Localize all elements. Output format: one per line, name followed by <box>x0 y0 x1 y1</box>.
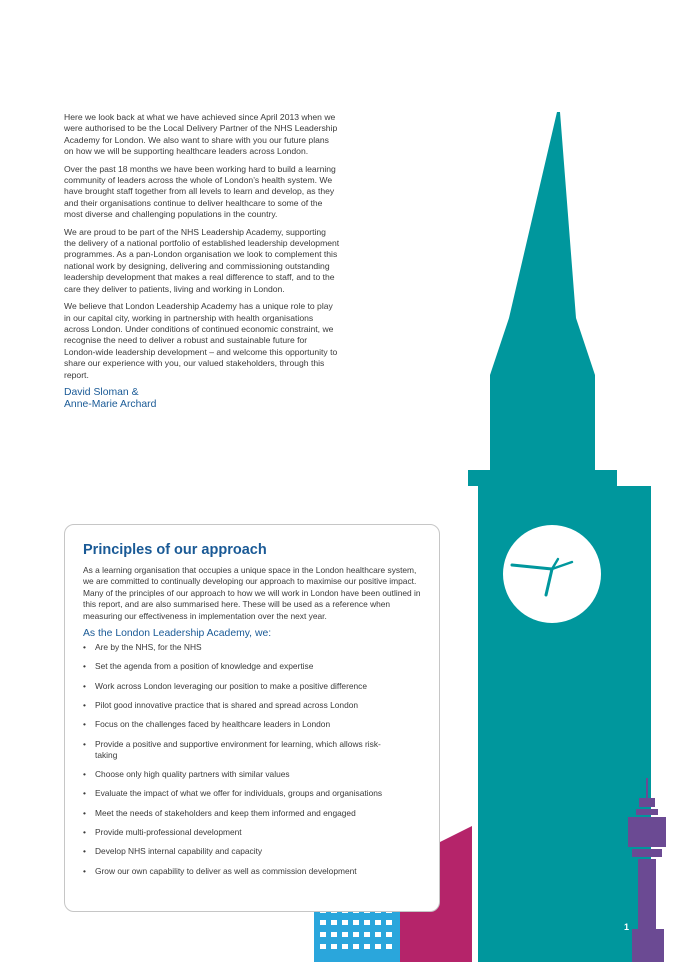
principle-text: Provide a positive and supportive environment for learning, which allows risk-taking <box>95 738 381 760</box>
bullet-icon: • <box>83 661 86 672</box>
signature-block <box>64 387 340 411</box>
signature-line: Anne-Marie Archard <box>64 399 157 411</box>
principle-item <box>83 846 425 857</box>
principle-item <box>83 808 425 819</box>
page-number: 1 <box>624 922 630 932</box>
principle-item <box>83 719 425 730</box>
principle-text: Meet the needs of stakeholders and keep them informed and engaged <box>95 807 356 818</box>
principle-text: Provide multi-professional development <box>95 826 242 837</box>
intro-paragraph: We believe that London Leadership Academy has a unique role to play in our capital city, working in partnership with health organisations across London. Under conditions of continued economic constraint, we recognise the need to deliver a robust and sustainable future for London-wide leadership development – and welcome this opportunity to share our experience with you, our valued stakeholders, through this report. <box>64 301 338 380</box>
principle-item <box>83 788 425 799</box>
principle-text: Evaluate the impact of what we offer for individuals, groups and organisations <box>95 788 383 799</box>
principles-list <box>83 642 425 877</box>
principle-item <box>83 642 425 653</box>
bullet-icon: • <box>83 680 86 691</box>
bullet-icon: • <box>83 642 86 653</box>
bullet-icon: • <box>83 846 86 857</box>
principle-item <box>83 827 425 838</box>
principle-item <box>83 700 425 711</box>
intro-paragraph: Over the past 18 months we have been working hard to build a learning community of leaders across the whole of London’s health system. We have brought staff together from all levels to learn and develop, as they and their organisations continue to deliver healthcare to some of the most diverse and challenging populations in the country. <box>64 163 336 220</box>
intro-paragraph: Here we look back at what we have achieved since April 2013 when we were authorised to be the Local Delivery Partner of the NHS Leadership Academy for London. We also want to share with you our future plans on how we will be supporting healthcare leaders across London. <box>64 112 338 157</box>
principle-item <box>83 769 425 780</box>
principle-text: Grow our own capability to deliver as well as commission development <box>95 865 357 876</box>
intro-text <box>64 112 340 411</box>
bullet-icon: • <box>83 738 86 749</box>
bullet-icon: • <box>83 865 86 876</box>
principle-item <box>83 866 425 877</box>
bullet-icon: • <box>83 788 86 799</box>
principle-text: Focus on the challenges faced by healthcare leaders in London <box>95 719 331 730</box>
bullet-icon: • <box>83 807 86 818</box>
principles-subheading: As the London Leadership Academy, we: <box>83 628 272 640</box>
bullet-icon: • <box>83 826 86 837</box>
principles-box <box>64 524 440 912</box>
principle-text: Choose only high quality partners with similar values <box>95 769 290 780</box>
signature-line: David Sloman & <box>64 386 139 398</box>
principle-item <box>83 681 425 692</box>
principles-title: Principles of our approach <box>83 542 267 558</box>
bullet-icon: • <box>83 699 86 710</box>
principle-text: Develop NHS internal capability and capacity <box>95 846 263 857</box>
bullet-icon: • <box>83 769 86 780</box>
bullet-icon: • <box>83 719 86 730</box>
principle-item <box>83 739 395 761</box>
principle-text: Set the agenda from a position of knowledge and expertise <box>95 661 314 672</box>
principle-text: Are by the NHS, for the NHS <box>95 642 202 653</box>
principle-item <box>83 661 425 672</box>
principle-text: Pilot good innovative practice that is shared and spread across London <box>95 699 359 710</box>
intro-paragraph: We are proud to be part of the NHS Leadership Academy, supporting the delivery of a national portfolio of established leadership development programmes. As a pan-London organisation we look to complement this national work by designing, delivering and commissioning outstanding leadership development that makes a real difference to staff, and to the care they deliver to patients, living and working in London. <box>64 226 340 294</box>
principle-text: Work across London leveraging our position to make a positive difference <box>95 680 368 691</box>
principles-lead: As a learning organisation that occupies a unique space in the London healthcare system, we are committed to continually developing our approach to maximise our positive impact. Many of the principles of our approach to how we will work in London have been outlined in this report, and are also summarised here. These will be used as a reference when measuring our effectiveness in implementation over the next year. <box>83 565 421 621</box>
